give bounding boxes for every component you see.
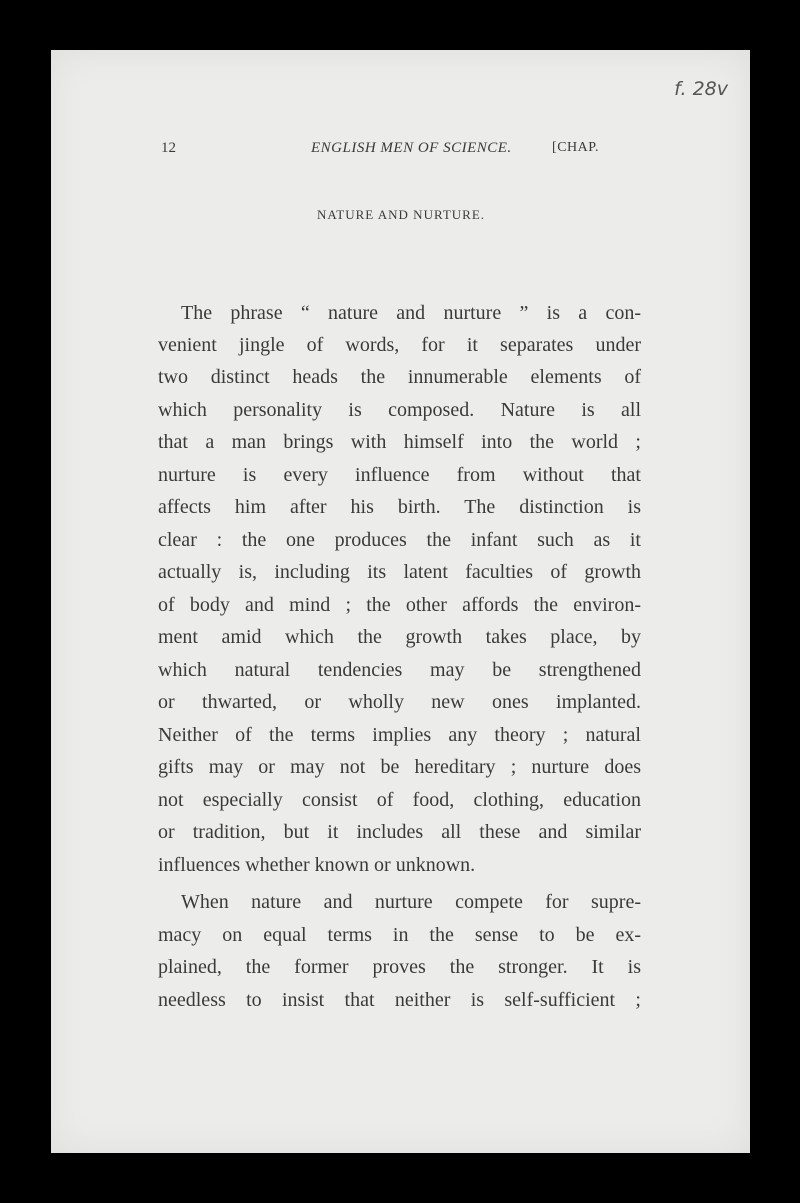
text-line: The phrase “ nature and nurture ” is a con- xyxy=(181,302,641,324)
section-heading: NATURE AND NURTURE. xyxy=(316,207,486,222)
text-line: of body and mind ; the other affords the environ- xyxy=(158,594,641,616)
text-line: or tradition, but it includes all these and similar xyxy=(158,821,641,843)
text-line: which natural tendencies may be strengthened xyxy=(158,659,641,681)
text-line: which personality is composed. Nature is all xyxy=(158,399,641,421)
book-page xyxy=(51,50,750,1153)
text-line: Neither of the terms implies any theory ; natural xyxy=(158,724,641,746)
text-line: or thwarted, or wholly new ones implanted. xyxy=(158,691,641,713)
text-line: affects him after his birth. The distinction is xyxy=(158,496,641,518)
folio-annotation: f. 28v xyxy=(674,78,728,100)
running-head xyxy=(161,140,641,162)
text-line: actually is, including its latent faculties of growth xyxy=(158,561,641,583)
text-line: When nature and nurture compete for supre- xyxy=(181,891,641,913)
text-line: plained, the former proves the stronger. It is xyxy=(158,956,641,978)
text-line: needless to insist that neither is self-sufficient ; xyxy=(158,989,641,1011)
text-line: clear : the one produces the infant such as it xyxy=(158,529,641,551)
text-line: not especially consist of food, clothing, education xyxy=(158,789,641,811)
page-number: 12 xyxy=(161,140,176,156)
text-line: nurture is every influence from without that xyxy=(158,464,641,486)
text-line: influences whether known or unknown. xyxy=(158,854,476,876)
text-line: two distinct heads the innumerable elements of xyxy=(158,366,641,388)
book-title: ENGLISH MEN OF SCIENCE. xyxy=(311,140,512,156)
text-line: venient jingle of words, for it separates under xyxy=(158,334,641,356)
text-line: macy on equal terms in the sense to be ex- xyxy=(158,924,641,946)
text-line: ment amid which the growth takes place, by xyxy=(158,626,641,648)
chapter-mark: [CHAP. xyxy=(552,140,599,155)
text-line: gifts may or may not be hereditary ; nurture does xyxy=(158,756,641,778)
text-line: that a man brings with himself into the world ; xyxy=(158,431,641,453)
